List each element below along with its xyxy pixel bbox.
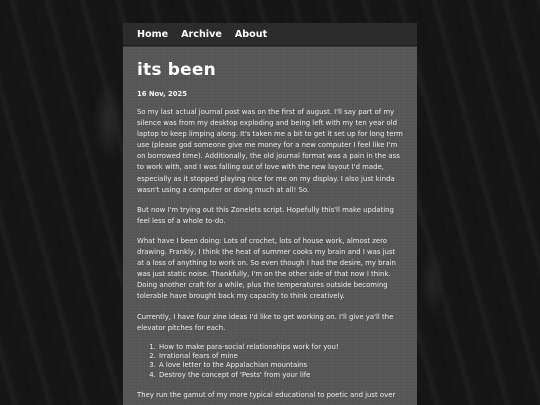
nav-link-archive[interactable]: Archive — [181, 28, 222, 40]
post-paragraph: So my last actual journal post was on the first of august. I'll say part of my silence was from my desktop exploding and being left with my ten year old laptop to keep limping along. It's taken me a bit to get it set up for long term use (please god someone give me money for a new computer I feel like I'm on borrowed time). Additionally, the old journal format was a pain in the ass to work with, and I was falling out of love with the new layout I'd made, especially as it stopped playing nice for me on my display. I also just kinda wasn't using a computer or doing much at all! So. — [137, 108, 403, 194]
post-paragraph: Currently, I have four zine ideas I'd like to get working on. I'll give ya'll the elevator pitches for each. — [137, 312, 394, 332]
post-content — [123, 46, 417, 405]
page-container — [123, 23, 417, 405]
post-title: its been — [137, 60, 216, 80]
nav-link-about[interactable]: About — [234, 28, 268, 40]
list-item: 2. Irrational fears of mine — [158, 352, 404, 361]
zine-idea-list — [137, 343, 404, 380]
post-date: 16 Nov, 2025 — [137, 90, 187, 98]
post-paragraph-trailing: They run the gamut of my more typical educational to poetic and just over — [137, 390, 396, 399]
post-paragraph: But now I'm trying out this Zonelets script. Hopefully this'll make updating feel less of a whole to-do. — [137, 205, 394, 225]
list-item: 3. A love letter to the Appalachian mountains — [158, 361, 404, 370]
nav-link-home[interactable]: Home — [137, 28, 169, 40]
list-item: 4. Destroy the concept of 'Pests' from your life — [158, 371, 404, 380]
list-item: 1. How to make para-social relationships work for you! — [158, 343, 404, 352]
post-paragraph: What have I been doing: Lots of crochet, lots of house work, almost zero drawing. Frankly, I think the heat of summer cooks my brain and I was just at a loss of anything to work on. So even though I had the desire, my brain was just static noise. Thankfully, I'm on the other side of that now I think. Doing another craft for a while, plus the temperatures outside becoming tolerable have brought back my capacity to think creatively. — [137, 236, 396, 301]
top-nav — [123, 23, 417, 46]
